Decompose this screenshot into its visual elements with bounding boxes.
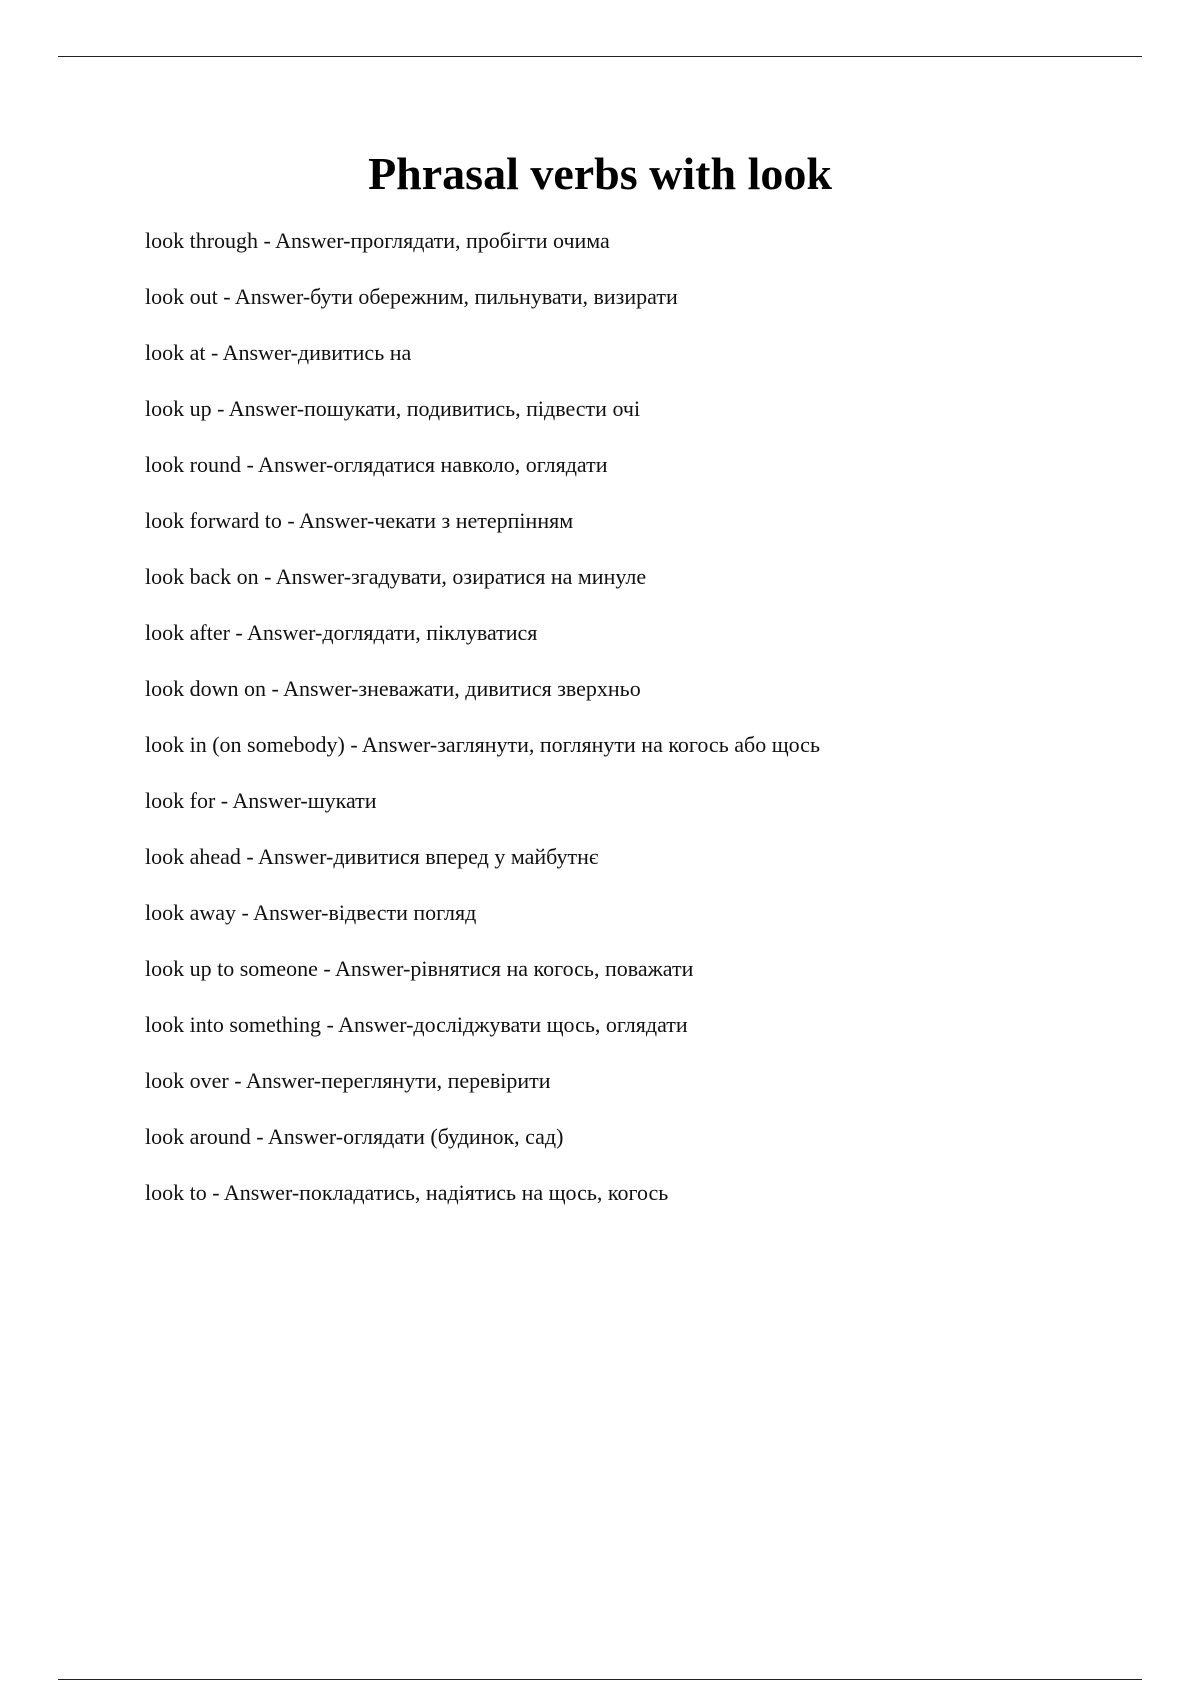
list-item: look away - Answer-відвести погляд [145, 900, 477, 925]
list-item: look at - Answer-дивитись на [145, 340, 412, 365]
top-divider [58, 56, 1142, 57]
list-item: look around - Answer-оглядати (будинок, сад) [145, 1124, 564, 1149]
list-item: look up - Answer-пошукати, подивитись, підвести очі [145, 396, 641, 421]
list-item: look back on - Answer-згадувати, озиратися на минуле [145, 564, 647, 589]
list-item: look after - Answer-доглядати, піклуватися [145, 620, 538, 645]
list-item: look out - Answer-бути обережним, пильнувати, визирати [145, 284, 678, 309]
list-item: look round - Answer-оглядатися навколо, оглядати [145, 452, 608, 477]
bottom-divider [58, 1679, 1142, 1680]
list-item: look for - Answer-шукати [145, 788, 377, 813]
list-item: look through - Answer-проглядати, пробігти очима [145, 228, 610, 253]
list-item: look in (on somebody) - Answer-заглянути, поглянути на когось або щось [145, 732, 820, 757]
list-item: look ahead - Answer-дивитися вперед у майбутнє [145, 844, 599, 869]
list-item: look to - Answer-покладатись, надіятись на щось, когось [145, 1180, 669, 1205]
list-item: look over - Answer-переглянути, перевірити [145, 1068, 551, 1093]
page-title: Phrasal verbs with look [368, 148, 832, 199]
list-item: look down on - Answer-зневажати, дивитися зверхньо [145, 676, 641, 701]
phrasal-verb-list [145, 226, 1145, 1234]
list-item: look up to someone - Answer-рівнятися на когось, поважати [145, 956, 694, 981]
list-item: look into something - Answer-досліджувати щось, оглядати [145, 1012, 688, 1037]
list-item: look forward to - Answer-чекати з нетерпінням [145, 508, 574, 533]
